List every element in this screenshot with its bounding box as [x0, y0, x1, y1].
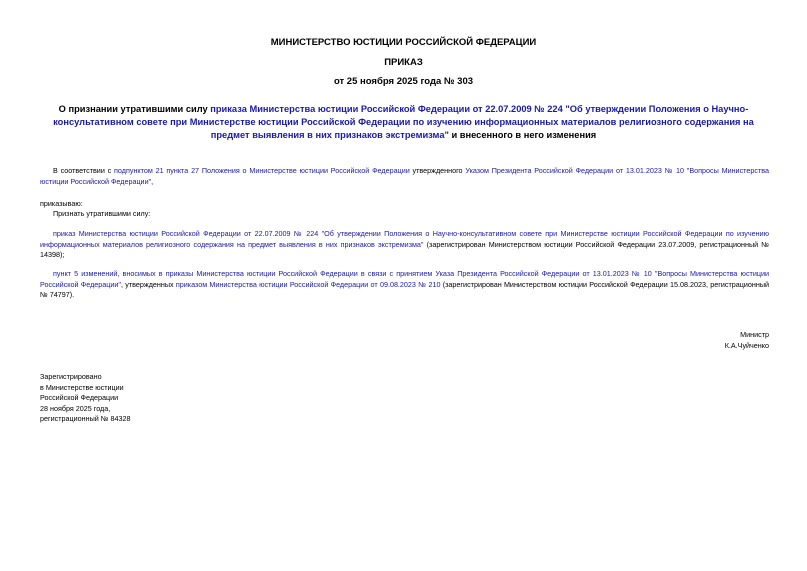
- title-suffix: и внесенного в него изменения: [448, 130, 597, 140]
- p4-text: (зарегистрирован Министерством юстиции Российской Федерации 23.07.2009, регистрационный № 14398);: [40, 239, 769, 259]
- registration-line-3: Российской Федерации: [40, 393, 119, 402]
- p5-link-order-210[interactable]: приказом Министерства юстиции Российской Федерации от 09.08.2023 № 210: [175, 279, 441, 289]
- p5-text-1: , утвержденных: [121, 279, 176, 289]
- ministry-name: МИНИСТЕРСТВО ЮСТИЦИИ РОССИЙСКОЙ ФЕДЕРАЦИИ: [270, 37, 537, 48]
- registration-line-5: регистрационный № 84328: [40, 414, 131, 423]
- title-prefix: О признании утратившими силу: [58, 104, 211, 114]
- p5-link-changes[interactable]: пункт 5 изменений, вносимых в приказы Министерства юстиции Российской Федерации в связи с принятием Указа Президента Российской Федерации от 13.01.2023 № 10 "Вопросы Министерства юстиции Российской Федерации": [40, 269, 769, 289]
- p1-text-1: В соответствии с: [53, 166, 115, 175]
- order-date-number: от 25 ноября 2025 года № 303: [333, 76, 474, 87]
- registration-line-1: Зарегистрировано: [40, 372, 102, 381]
- order-title: [40, 103, 767, 142]
- signature-position: Министр: [740, 330, 769, 339]
- p1-text-2: утвержденного: [409, 166, 466, 175]
- paragraph-repeal-item-2: [40, 269, 769, 301]
- paragraph-repeal-intro: Признать утратившими силу:: [53, 209, 151, 218]
- p1-link-regulation[interactable]: подпунктом 21 пункта 27 Положения о Министерстве юстиции Российской Федерации: [114, 166, 410, 175]
- paragraph-repeal-item-1: [40, 229, 769, 261]
- document-type: ПРИКАЗ: [384, 57, 423, 68]
- title-link-order-224[interactable]: приказа Министерства юстиции Российской Федерации от 22.07.2009 № 224 "Об утверждении Положения о Научно-консультативном совете при Министерстве юстиции Российской Федерации по изучению информационных материалов религиозного содержания на предмет выявления в них признаков экстремизма": [53, 104, 754, 140]
- paragraph-basis: [40, 166, 769, 187]
- p1-link-decree[interactable]: Указом Президента Российской Федерации от 13.01.2023 № 10 "Вопросы Министерства юстиции Российской Федерации": [40, 166, 769, 186]
- registration-line-2: в Министерстве юстиции: [40, 382, 124, 392]
- p1-text-3: ,: [151, 176, 154, 186]
- p4-link-order-224[interactable]: приказ Министерства юстиции Российской Федерации от 22.07.2009 № 224 "Об утверждении Положения о Научно-консультативном совете при Министерстве юстиции Российской Федерации по изучению информационных материалов религиозного содержания на предмет выявления в них признаков экстремизма": [40, 229, 769, 249]
- registration-line-4: 28 ноября 2025 года,: [40, 403, 111, 413]
- p5-text-2: (зарегистрирован Министерством юстиции Российской Федерации 15.08.2023, регистрационный № 74797).: [40, 279, 769, 299]
- paragraph-order-word: приказываю:: [40, 199, 83, 208]
- signature-name: К.А.Чуйченко: [724, 340, 769, 350]
- signature-block: [725, 330, 769, 351]
- registration-block: [40, 372, 130, 425]
